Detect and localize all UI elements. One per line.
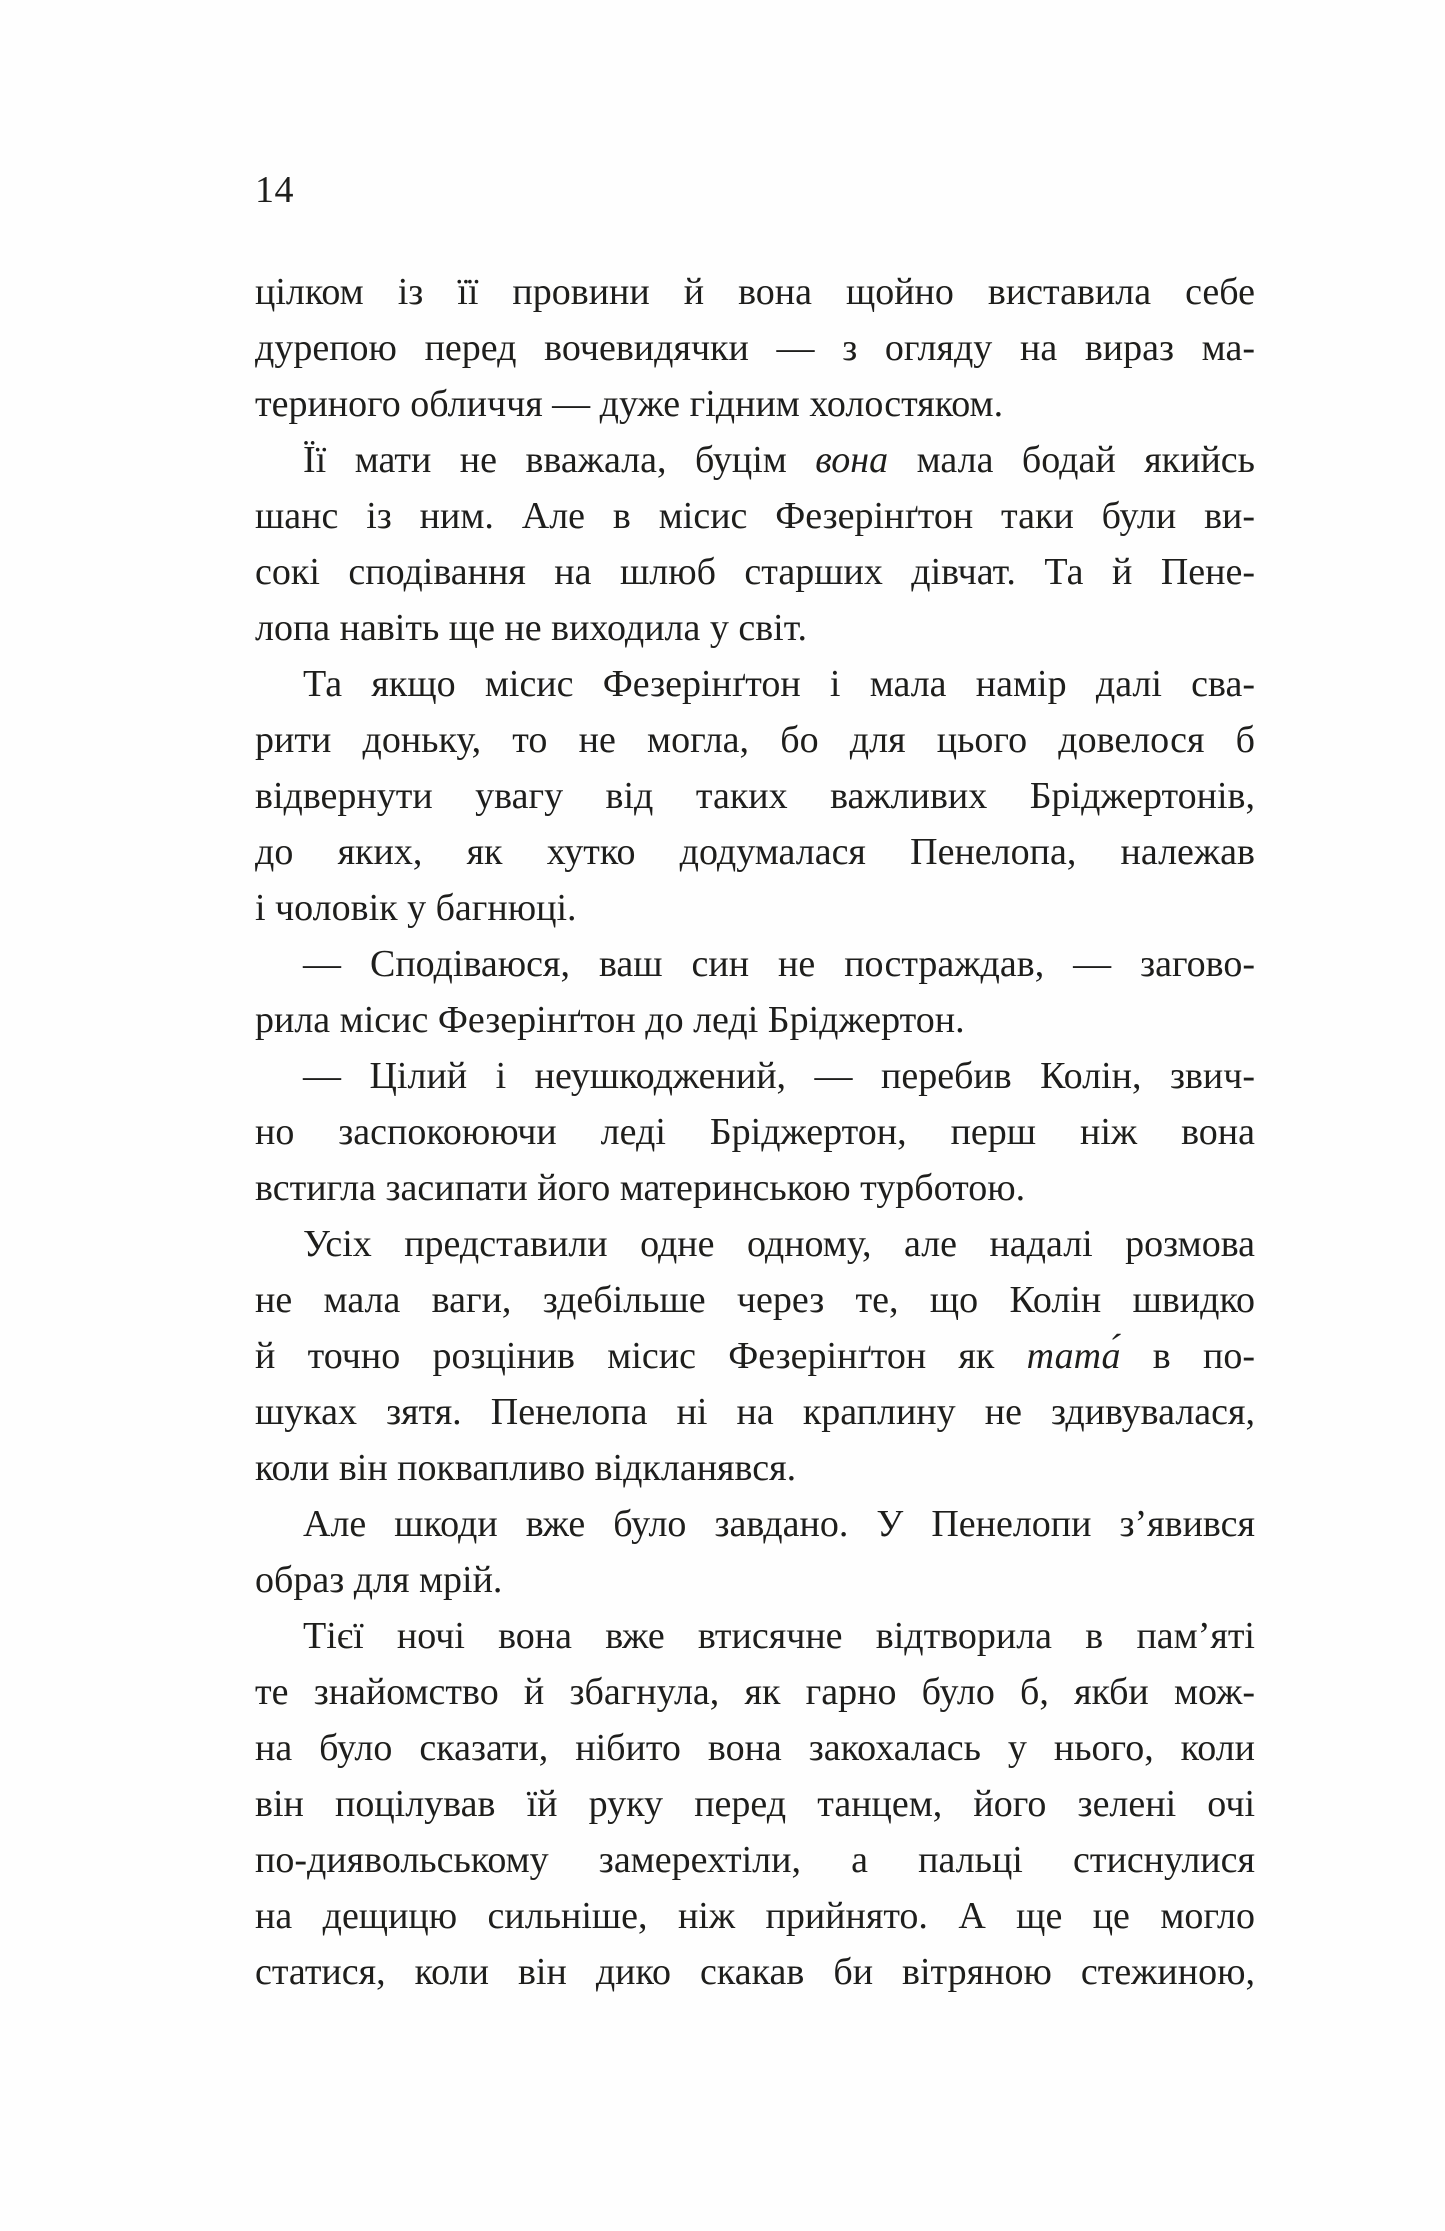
text-line: [255, 1664, 1255, 1720]
text-line: [255, 320, 1255, 376]
text-block: [255, 264, 1255, 2000]
text-line: [255, 1776, 1255, 1832]
text-line: [255, 824, 1255, 880]
text-segment: він поцілував їй руку перед танцем, його зелені очі: [255, 1783, 1255, 1825]
text-line: [255, 1944, 1255, 2000]
text-segment: шанс із ним. Але в місис Фезерінґтон таки були ви-: [255, 495, 1255, 537]
text-line: [255, 1328, 1255, 1384]
emphasized-text: вона: [815, 439, 889, 481]
text-line: [255, 1608, 1255, 1664]
text-line: [255, 264, 1255, 320]
text-segment: лопа навіть ще не виходила у світ.: [255, 607, 807, 649]
text-segment: статися, коли він дико скакав би вітряною стежиною,: [255, 1951, 1255, 1993]
text-segment: й точно розцінив місис Фезерінґтон як: [255, 1335, 1027, 1377]
text-segment: в по-: [1120, 1335, 1255, 1377]
text-segment: Усіх представили одне одному, але надалі розмова: [303, 1223, 1255, 1265]
text-segment: шуках зятя. Пенелопа ні на краплину не здивувалася,: [255, 1391, 1255, 1433]
text-line: [255, 488, 1255, 544]
text-line: [255, 432, 1255, 488]
text-segment: на було сказати, нібито вона закохалась у нього, коли: [255, 1727, 1255, 1769]
text-segment: но заспокоюючи леді Бріджертон, перш ніж вона: [255, 1111, 1255, 1153]
text-segment: коли він поквапливо відкланявся.: [255, 1447, 797, 1489]
text-segment: мала бодай якийсь: [888, 439, 1255, 481]
text-segment: рила місис Фезерінґтон до леді Бріджертон.: [255, 999, 965, 1041]
text-line: [255, 1216, 1255, 1272]
text-line: [255, 1440, 1255, 1496]
text-line: [255, 1888, 1255, 1944]
text-line: [255, 712, 1255, 768]
text-segment: Але шкоди вже було завдано. У Пенелопи з’явився: [303, 1503, 1255, 1545]
text-line: [255, 656, 1255, 712]
text-line: [255, 1496, 1255, 1552]
text-line: [255, 1720, 1255, 1776]
text-segment: Та якщо місис Фезерінґтон і мала намір далі сва-: [303, 663, 1255, 705]
text-segment: образ для мрій.: [255, 1559, 503, 1601]
text-line: [255, 1272, 1255, 1328]
text-segment: дурепою перед вочевидячки — з огляду на вираз ма-: [255, 327, 1255, 369]
text-line: [255, 768, 1255, 824]
text-segment: по-диявольському замерехтіли, а пальці стиснулися: [255, 1839, 1255, 1881]
text-segment: те знайомство й збагнула, як гарно було б, якби мож-: [255, 1671, 1255, 1713]
text-segment: встигла засипати його материнською турботою.: [255, 1167, 1026, 1209]
page-number: 14: [255, 169, 294, 211]
text-line: [255, 880, 1255, 936]
text-segment: — Цілий і неушкоджений, — перебив Колін, звич-: [303, 1055, 1255, 1097]
text-line: [255, 1104, 1255, 1160]
text-segment: і чоловік у багнюці.: [255, 887, 577, 929]
text-segment: цілком із її провини й вона щойно виставила себе: [255, 271, 1255, 313]
text-line: [255, 992, 1255, 1048]
text-segment: рити доньку, то не могла, бо для цього довелося б: [255, 719, 1255, 761]
text-line: [255, 376, 1255, 432]
text-segment: Її мати не вважала, буцім: [303, 439, 816, 481]
text-line: [255, 1160, 1255, 1216]
text-segment: териного обличчя — дуже гідним холостяком.: [255, 383, 1004, 425]
text-line: [255, 1832, 1255, 1888]
emphasized-text: тата́: [1026, 1335, 1121, 1377]
text-line: [255, 1552, 1255, 1608]
text-line: [255, 1384, 1255, 1440]
text-segment: на дещицю сильніше, ніж прийнято. А ще це могло: [255, 1895, 1255, 1937]
text-segment: не мала ваги, здебільше через те, що Колін швидко: [255, 1279, 1255, 1321]
text-line: [255, 600, 1255, 656]
text-segment: сокі сподівання на шлюб старших дівчат. Та й Пене-: [255, 551, 1255, 593]
text-line: [255, 1048, 1255, 1104]
text-segment: Тієї ночі вона вже втисячне відтворила в пам’яті: [303, 1615, 1255, 1657]
text-segment: — Сподіваюся, ваш син не постраждав, — загово-: [303, 943, 1255, 985]
text-segment: відвернути увагу від таких важливих Бріджертонів,: [255, 775, 1255, 817]
text-segment: до яких, як хутко додумалася Пенелопа, належав: [255, 831, 1255, 873]
text-line: [255, 936, 1255, 992]
text-line: [255, 544, 1255, 600]
